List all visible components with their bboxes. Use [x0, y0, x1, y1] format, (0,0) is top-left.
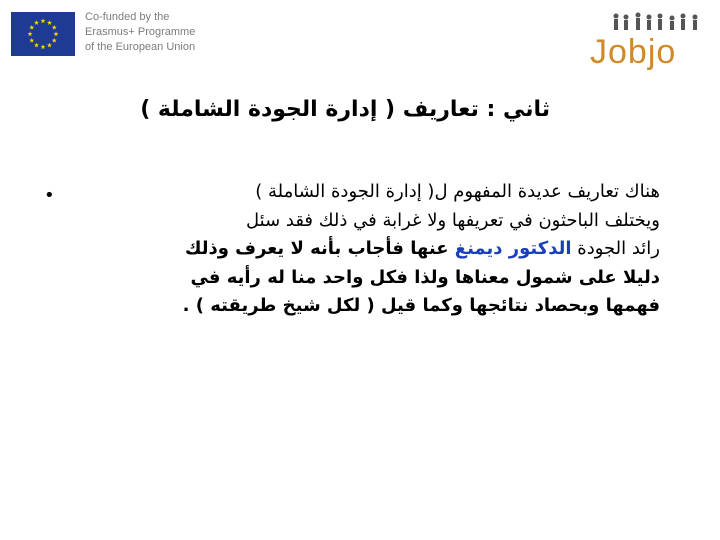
highlighted-name-deming: الدكتور ديمنغ: [454, 238, 572, 259]
definition-paragraph: [60, 178, 660, 321]
eu-funding-line: Co-funded by the: [85, 11, 170, 23]
paragraph-line-5: فهمها وبحصاد نتائجها وكما قيل ( لكل شيخ طريقته ) .: [182, 295, 660, 316]
header-bar: [0, 0, 720, 90]
slide-title: ثاني : تعاريف ( إدارة الجودة الشاملة ): [140, 97, 550, 122]
eu-flag-icon: [11, 12, 75, 56]
project-logo: [590, 10, 715, 85]
paragraph-line-3-end: عنها فأجاب بأنه لا يعرف وذلك: [184, 238, 455, 259]
paragraph-line-1: هناك تعاريف عديدة المفهوم ل( إدارة الجودة الشاملة ): [255, 181, 660, 202]
paragraph-line-3: [60, 235, 660, 264]
eu-funding-line: of the European Union: [85, 41, 196, 53]
paragraph-line-3-start: رائد الجودة: [571, 238, 660, 259]
paragraph-line-2: ويختلف الباحثون في تعريفها ولا غرابة في ذلك فقد سئل: [246, 209, 660, 231]
bullet-icon: •: [44, 185, 55, 206]
eu-funding-statement: [85, 10, 255, 55]
project-logo-wordmark: Jobjo: [590, 33, 677, 71]
paragraph-line-4: دليلا على شمول معناها ولذا فكل واحد منا له رأيه في: [190, 266, 660, 288]
people-silhouettes-icon: [608, 10, 708, 34]
eu-funding-line: Erasmus+ Programme: [85, 26, 196, 38]
